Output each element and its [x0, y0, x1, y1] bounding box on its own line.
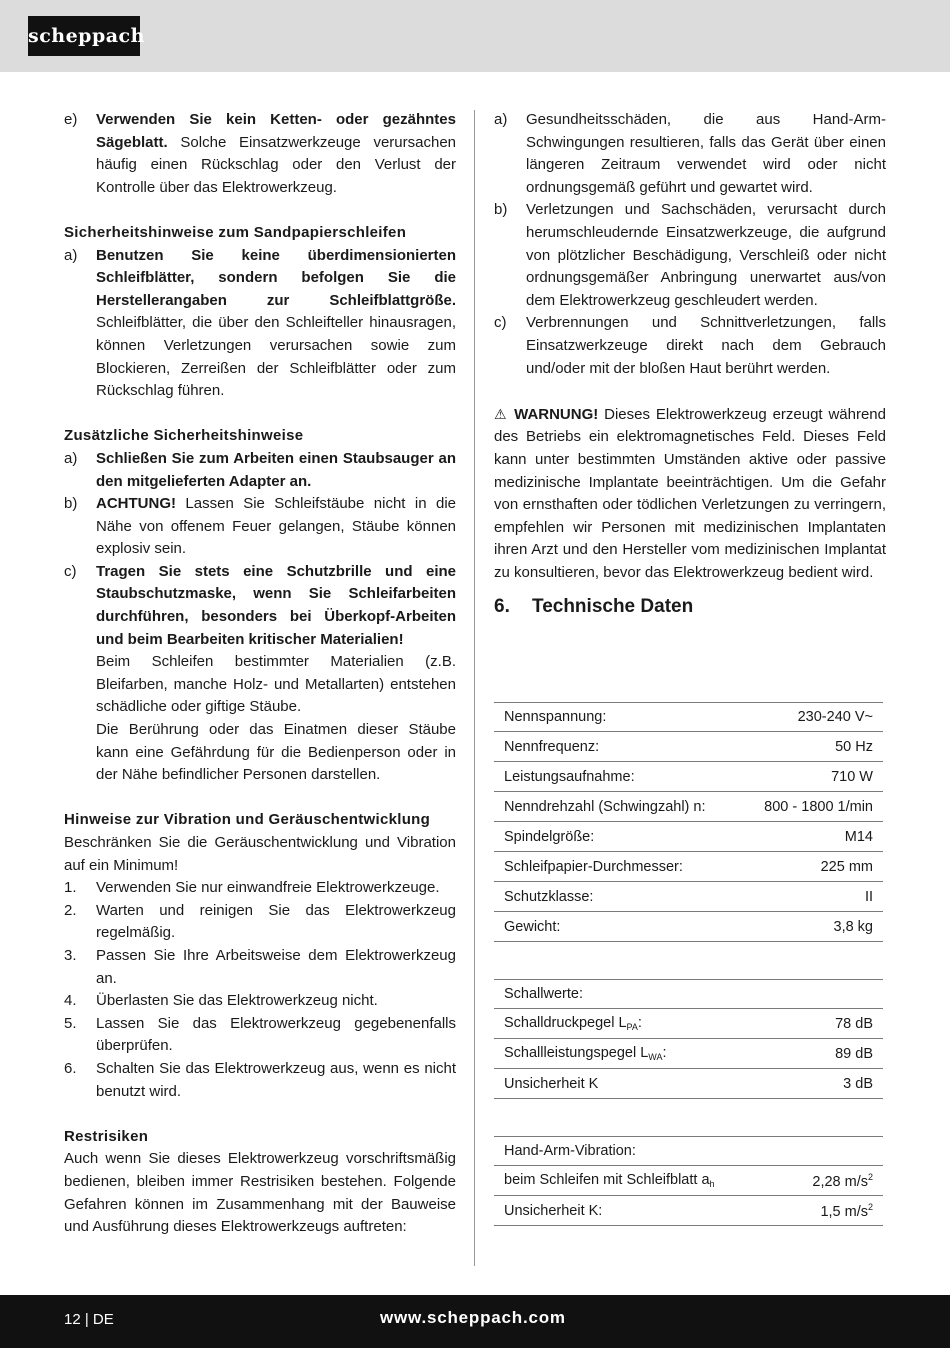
row-value: 230-240 V~ [797, 709, 873, 725]
section-title-text: Technische Daten [532, 596, 694, 618]
item-label: a) [494, 111, 508, 128]
row-value: 3,8 kg [833, 918, 873, 935]
item-text: Solche Einsatzwerkzeuge verursachen häufig einen Rückschlag oder den Verlust der Kontrolle über das Elektrowerkzeug. [96, 133, 456, 196]
row-label: Spindelgröße: [504, 828, 595, 845]
section-title [494, 594, 886, 620]
item-number: 5. [64, 1014, 77, 1032]
header-bar [0, 0, 950, 72]
warning-label: WARNUNG! [514, 405, 599, 423]
section-number: 6. [494, 596, 510, 618]
item-label: a) [64, 449, 78, 467]
list-item [494, 312, 886, 380]
row-value: 225 mm [820, 858, 873, 875]
row-label: Schallwerte: [504, 986, 583, 1002]
section-heading: Restrisiken [64, 1127, 149, 1145]
row-label: Schutzklasse: [504, 888, 594, 905]
row-value: 800 - 1800 1/min [764, 798, 873, 815]
numbered-item [64, 1058, 456, 1103]
page-number: 12 | DE [64, 1311, 114, 1328]
table-row [494, 912, 883, 942]
left-column [64, 109, 456, 1239]
row-label: Schalldruckpegel $L_{PA}$: [504, 1015, 642, 1032]
item-text: Gesundheitsschäden, die aus Hand-Arm-Schwingungen resultieren, falls das Gerät über einen längeren Zeitraum verwendet wird oder nicht ordnungsgemäß geführt und gewartet wird. [526, 111, 886, 196]
table-row [494, 1166, 883, 1196]
numbered-item [64, 900, 456, 945]
row-label: Hand-Arm-Vibration: [504, 1143, 636, 1159]
table-row [494, 1069, 883, 1099]
table-row [494, 732, 883, 762]
list-item [494, 199, 886, 312]
item-label: b) [64, 495, 78, 513]
row-label: Nennspannung: [504, 709, 607, 725]
table-row [494, 852, 883, 882]
item-text: Beim Schleifen bestimmter Materialien (z.B. Bleifarben, manche Holz- und Metallarten) entstehen schädliche oder giftige Stäube. [96, 653, 456, 716]
paragraph: Auch wenn Sie dieses Elektrowerkzeug vorschriftsmäßig bedienen, bleiben immer Restrisiken bestehen. Folgende Gefahren können im Zusammenhang mit der Bauweise und Ausführung dieses Elektrowerkzeugs auftreten: [64, 1150, 456, 1236]
website-link[interactable]: www.scheppach.com [380, 1308, 566, 1327]
row-label: Gewicht: [504, 918, 561, 935]
list-item [494, 109, 886, 199]
item-text: Passen Sie Ihre Arbeitsweise dem Elektrowerkzeug an. [96, 946, 456, 987]
item-number: 4. [64, 992, 77, 1010]
item-bold-text: Verwenden Sie kein Ketten- oder gezähntes Sägeblatt. [96, 111, 456, 151]
item-text: Warten und reinigen Sie das Elektrowerkzeug regelmäßig. [96, 901, 456, 942]
item-text: Lassen Sie Schleifstäube nicht in die Nähe von offenem Feuer gelangen, Stäube können explosiv sein. [96, 495, 456, 558]
item-text: Die Berührung oder das Einatmen dieser Stäube kann eine Gefährdung für die Bedienperson oder in der Nähe befindlicher Personen darstellen. [96, 721, 456, 784]
row-value: 89 dB [835, 1045, 873, 1062]
item-label: e) [64, 111, 78, 128]
section-heading: Hinweise zur Vibration und Geräuschentwicklung [64, 811, 431, 829]
item-label: a) [64, 246, 78, 264]
table-row [494, 822, 883, 852]
item-text: Verletzungen und Sachschäden, verursacht durch herumschleudernde Einsatzwerkzeuge, die aufgrund von plötzlicher Beschädigung, Verschleiß oder nicht ordnungsgemäßer Anbringung unerwartet aus/von dem Elektrowerkzeug geschleudert werden. [526, 201, 886, 309]
tech-data-table [494, 702, 883, 942]
item-bold-text: Benutzen Sie keine überdimensionierten Schleifblätter, sondern befolgen Sie die Herstellerangaben zur Schleifblattgröße. [96, 246, 456, 309]
list-item [64, 245, 456, 403]
row-value: M14 [844, 828, 873, 845]
item-label: b) [494, 201, 508, 219]
table-row [494, 979, 883, 1009]
table-row [494, 762, 883, 792]
list-item [64, 561, 456, 787]
item-number: 2. [64, 901, 77, 919]
item-bold-text: ACHTUNG! [96, 495, 176, 513]
row-label: Nennfrequenz: [504, 738, 600, 755]
row-value: 710 W [831, 768, 873, 785]
item-text: Lassen Sie das Elektrowerkzeug gegebenenfalls überprüfen. [96, 1014, 456, 1055]
item-label: c) [64, 562, 77, 580]
item-number: 3. [64, 946, 77, 964]
item-text: Verwenden Sie nur einwandfreie Elektrowerkzeuge. [96, 879, 440, 897]
column-divider [474, 110, 475, 1266]
section-heading: Zusätzliche Sicherheitshinweise [64, 427, 304, 445]
table-row [494, 1009, 883, 1039]
row-value: 3 dB [843, 1075, 873, 1092]
warning-icon: ⚠ [494, 405, 509, 422]
item-number: 1. [64, 879, 77, 897]
item-text: Überlasten Sie das Elektrowerkzeug nicht. [96, 992, 378, 1010]
table-row [494, 792, 883, 822]
row-value: 1,5 $m/s^2$ [820, 1201, 873, 1220]
numbered-item [64, 990, 456, 1013]
row-label: Unsicherheit K [504, 1075, 599, 1092]
numbered-item [64, 1013, 456, 1058]
item-label: c) [494, 314, 507, 332]
footer-bar [0, 1295, 950, 1348]
row-value: 78 dB [835, 1015, 873, 1032]
numbered-item [64, 945, 456, 990]
row-value: 2,28 $m/s^2$ [812, 1171, 873, 1190]
warning-paragraph [494, 403, 886, 585]
row-label: beim Schleifen mit Schleifblatt $a_h$ [504, 1172, 715, 1189]
row-label: Nenndrehzahl (Schwingzahl) n: [504, 798, 706, 815]
item-text: Verbrennungen und Schnittverletzungen, falls Einsatzwerkzeuge direkt nach dem Gebrauch und/oder mit der bloßen Haut berührt werden. [526, 314, 886, 377]
item-text: Schleifblätter, die über den Schleifteller hinausragen, können Verletzungen verursachen sowie zum Blockieren, Zerreißen der Schleifblätter oder zum Rückschlag führen. [96, 314, 456, 400]
warning-text: Dieses Elektrowerkzeug erzeugt während des Betriebs ein elektromagnetisches Feld. Dieses Feld kann unter bestimmten Umständen aktive oder passive medizinische Implantate beeinträchtigen. Um die Gefahr von ernsthaften oder tödlichen Verletzungen zu verringern, empfehlen wir Personen mit medizinischen Implantaten ihren Arzt und den Hersteller vom medizinischen Implantat zu konsultieren, bevor das Elektrowerkzeug bedient wird. [494, 405, 886, 581]
list-item [64, 493, 456, 561]
row-value: II [864, 888, 873, 905]
numbered-item [64, 877, 456, 900]
item-bold-text: Tragen Sie stets eine Schutzbrille und eine Staubschutzmaske, wenn Sie Schleifarbeiten durchführen, besonders bei Überkopf-Arbeiten und beim Bearbeiten kritischer Materialien! [96, 562, 456, 648]
row-label: Unsicherheit K: [504, 1202, 603, 1219]
list-item [64, 448, 456, 493]
table-row [494, 1196, 883, 1226]
table-row [494, 882, 883, 912]
table-row [494, 702, 883, 732]
item-number: 6. [64, 1059, 77, 1077]
row-label: Schallleistungspegel $L_{WA}$: [504, 1045, 667, 1062]
item-bold-text: Schließen Sie zum Arbeiten einen Staubsauger an den mitgelieferten Adapter an. [96, 449, 456, 490]
paragraph: Beschränken Sie die Geräuschentwicklung und Vibration auf ein Minimum! [64, 834, 456, 874]
right-column [494, 109, 886, 620]
row-value: 50 Hz [835, 738, 873, 755]
row-label: Schleifpapier-Durchmesser: [504, 858, 683, 875]
sound-table [494, 979, 883, 1099]
scheppach-logo: scheppach [28, 16, 140, 56]
section-heading: Sicherheitshinweise zum Sandpapierschleifen [64, 223, 407, 241]
item-text: Schalten Sie das Elektrowerkzeug aus, wenn es nicht benutzt wird. [96, 1059, 456, 1100]
list-item [64, 109, 456, 199]
table-row [494, 1136, 883, 1166]
table-row [494, 1039, 883, 1069]
row-label: Leistungsaufnahme: [504, 768, 635, 785]
vibration-table [494, 1136, 883, 1226]
